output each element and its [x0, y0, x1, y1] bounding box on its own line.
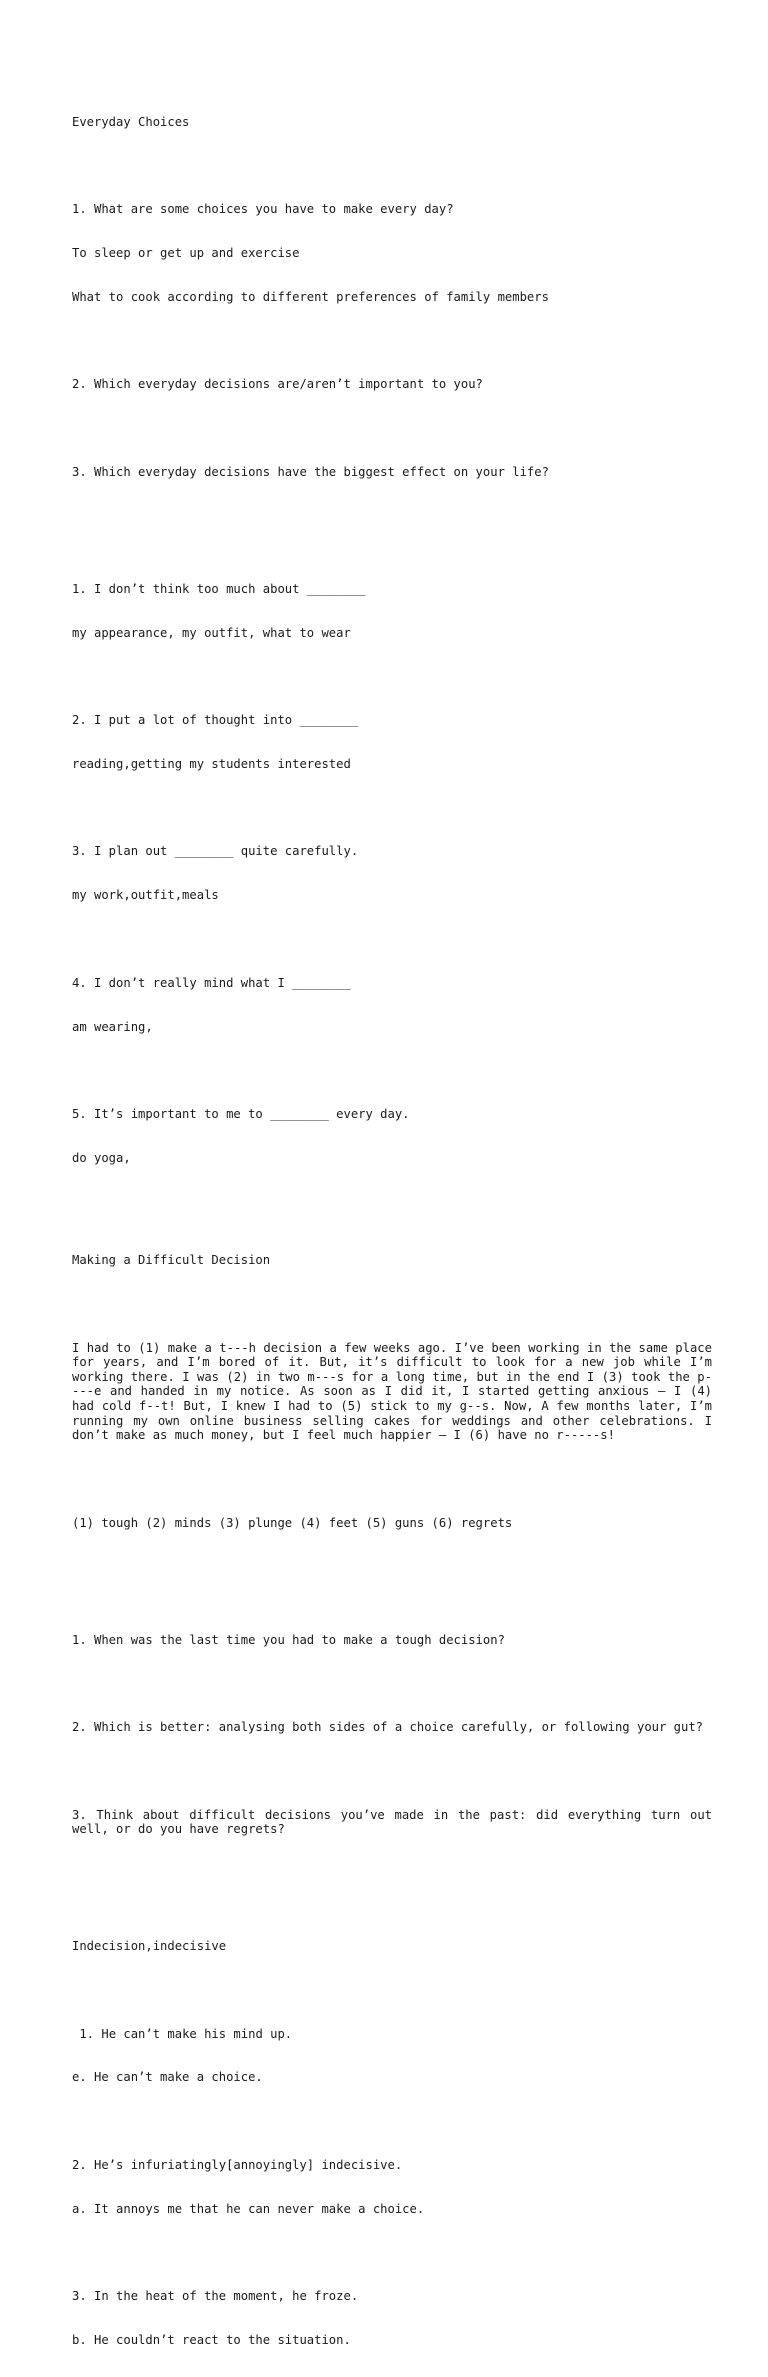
discussion-question-1: 1. When was the last time you had to make a tough decision?	[72, 1632, 505, 1647]
fill-in-prompt: 5. It’s important to me to ________ every day.	[72, 1107, 410, 1122]
fill-in-prompt: 4. I don’t really mind what I ________	[72, 975, 351, 990]
phrase-line: 2. He’s infuriatingly[annoyingly] indecisive.	[72, 2157, 403, 2172]
fill-in-answer: do yoga,	[72, 1150, 131, 1165]
meaning-line: e. He can’t make a choice.	[72, 2070, 263, 2085]
section-title-indecision: Indecision,indecisive	[72, 1939, 227, 1953]
fill-in-answer: my work,outfit,meals	[72, 888, 219, 903]
answer-key: (1) tough (2) minds (3) plunge (4) feet (5) guns (6) regrets	[72, 1515, 513, 1530]
fill-in-answer: am wearing,	[72, 1019, 153, 1034]
answer-line: What to cook according to different preferences of family members	[72, 289, 549, 304]
section-title-difficult-decision: Making a Difficult Decision	[72, 1253, 271, 1268]
section-title-everyday-choices: Everyday Choices	[72, 114, 190, 129]
meaning-line: b. He couldn’t react to the situation.	[72, 2333, 351, 2348]
question-2: 2. Which everyday decisions are/aren’t important to you?	[72, 377, 483, 392]
question-1: 1. What are some choices you have to make every day?	[72, 202, 454, 217]
answer-line: To sleep or get up and exercise	[72, 246, 300, 261]
phrase-line: 3. In the heat of the moment, he froze.	[72, 2289, 359, 2304]
fill-in-prompt: 2. I put a lot of thought into ________	[72, 713, 359, 728]
discussion-question-2: 2. Which is better: analysing both sides of a choice carefully, or following your gut?	[72, 1720, 704, 1735]
discussion-question-3: 3. Think about difficult decisions you’ve made in the past: did everything turn out well, or do you have regrets?	[72, 1807, 712, 1837]
question-3: 3. Which everyday decisions have the biggest effect on your life?	[72, 465, 549, 480]
fill-in-prompt: 3. I plan out ________ quite carefully.	[72, 844, 359, 859]
story-paragraph: I had to (1) make a t---h decision a few weeks ago. I’ve been working in the same place for years, and I’m bored of it. But, it’s difficult to look for a new job while I’m working there. I was (2) in two m---s for a long time, but in the end I (3) took the p----e and handed in my notice. As soon as I did it, I started getting anxious – I (4) had cold f--t! But, I knew I had to (5) stick to my g--s. Now, A few months later, I’m running my own online business selling cakes for weddings and other celebrations. I don’t make as much money, but I feel much happier – I (6) have no r-----s!	[72, 1340, 712, 1443]
fill-in-answer: my appearance, my outfit, what to wear	[72, 625, 351, 640]
phrase-line: 1. He can’t make his mind up.	[72, 2026, 293, 2041]
document-page	[72, 71, 712, 2377]
meaning-line: a. It annoys me that he can never make a choice.	[72, 2201, 425, 2216]
fill-in-prompt: 1. I don’t think too much about ________	[72, 581, 366, 596]
fill-in-answer: reading,getting my students interested	[72, 756, 351, 771]
